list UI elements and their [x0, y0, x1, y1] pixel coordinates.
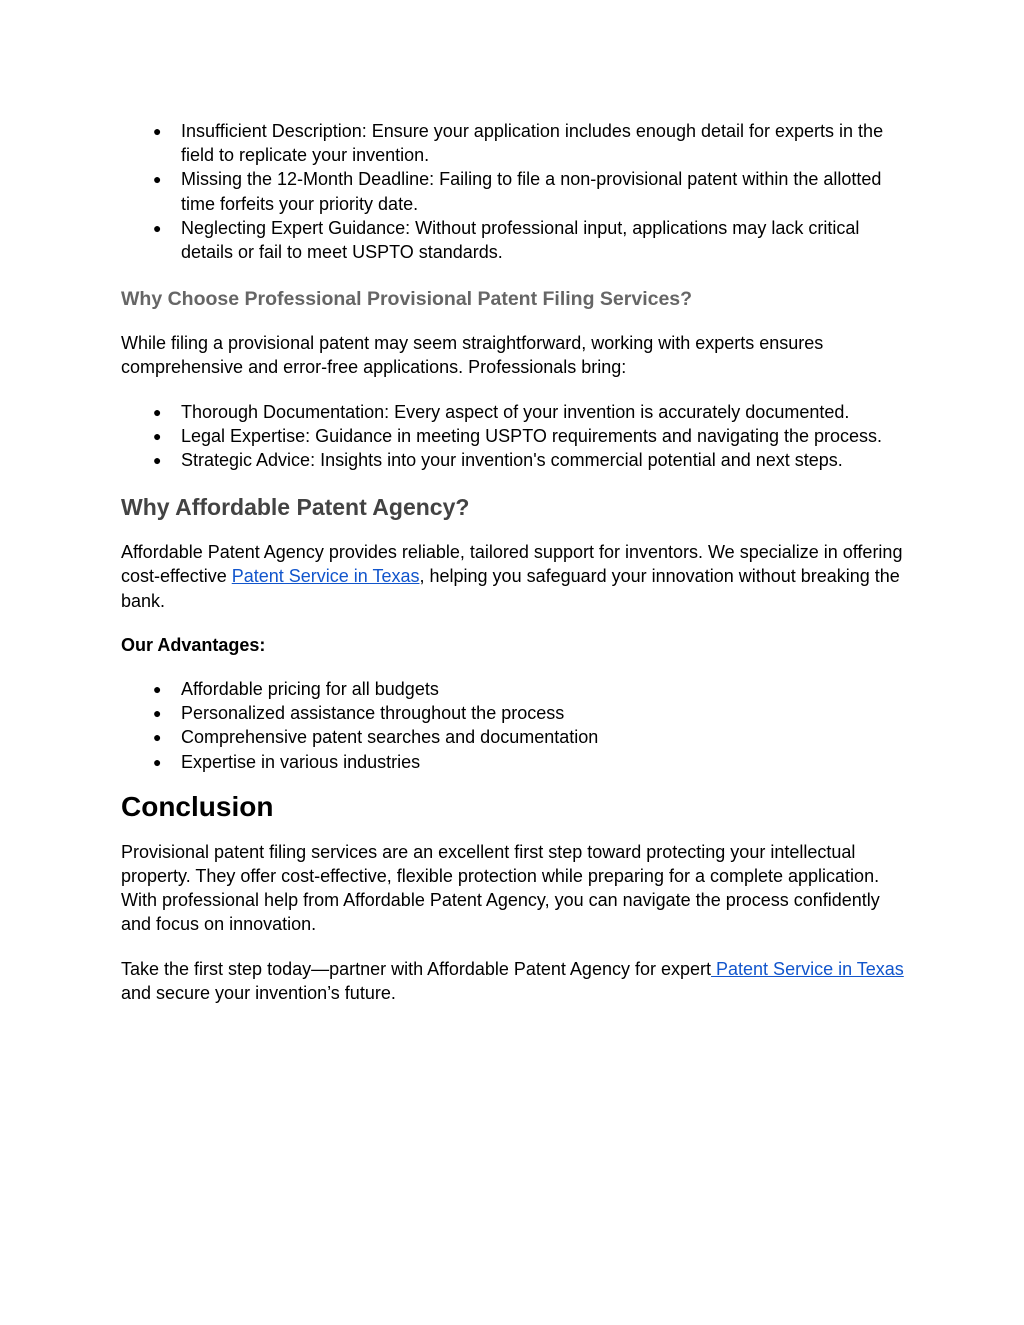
advantages-list	[121, 677, 906, 774]
agency-text-before: Affordable Patent Agency provides reliable, tailored support for inventors. We specialize in offering cost-effective	[121, 542, 903, 587]
list-item: ● Thorough Documentation: Every aspect of your invention is accurately documented.	[121, 400, 906, 424]
cta-text-before: Take the first step today—partner with Affordable Patent Agency for expert	[121, 958, 712, 979]
intro-paragraph: While filing a provisional patent may seem straightforward, working with experts ensures comprehensive and error-free applications. Professionals bring:	[121, 333, 824, 378]
cta-text-after: and secure your invention’s future.	[121, 982, 396, 1003]
heading-conclusion: Conclusion	[121, 790, 274, 822]
heading-why-professional: Why Choose Professional Provisional Patent Filing Services?	[121, 288, 693, 311]
list-item: ● Strategic Advice: Insights into your invention's commercial potential and next steps.	[121, 448, 906, 472]
cta-paragraph	[121, 957, 906, 1005]
list-item: ● Affordable pricing for all budgets	[121, 677, 906, 701]
patent-service-texas-link[interactable]: Patent Service in Texas	[711, 958, 904, 979]
patent-service-texas-link[interactable]: Patent Service in Texas	[231, 566, 420, 587]
agency-text-after: , helping you safeguard your innovation without breaking the bank.	[121, 566, 900, 611]
professionals-list	[121, 400, 906, 473]
list-item: ● Expertise in various industries	[121, 750, 906, 774]
document-page	[121, 117, 906, 1005]
list-item: ● Personalized assistance throughout the process	[121, 701, 906, 725]
list-item: ● Legal Expertise: Guidance in meeting USPTO requirements and navigating the process.	[121, 424, 906, 448]
heading-why-agency: Why Affordable Patent Agency?	[121, 494, 470, 521]
list-item: ● Insufficient Description: Ensure your application includes enough detail for experts in the field to replicate your invention.	[121, 119, 906, 167]
common-mistakes-list	[121, 119, 906, 264]
conclusion-paragraph: Provisional patent filing services are an excellent first step toward protecting your intellectual property. They offer cost-effective, flexible protection while preparing for a complete application. With professional help from Affordable Patent Agency, you can navigate the process confidently and focus on innovation.	[121, 841, 880, 935]
list-item: ● Neglecting Expert Guidance: Without professional input, applications may lack critical details or fail to meet USPTO standards.	[121, 216, 906, 264]
advantages-label: Our Advantages:	[121, 634, 266, 655]
agency-paragraph	[121, 540, 906, 613]
list-item: ● Missing the 12-Month Deadline: Failing to file a non-provisional patent within the allotted time forfeits your priority date.	[121, 167, 906, 215]
list-item: ● Comprehensive patent searches and documentation	[121, 725, 906, 749]
